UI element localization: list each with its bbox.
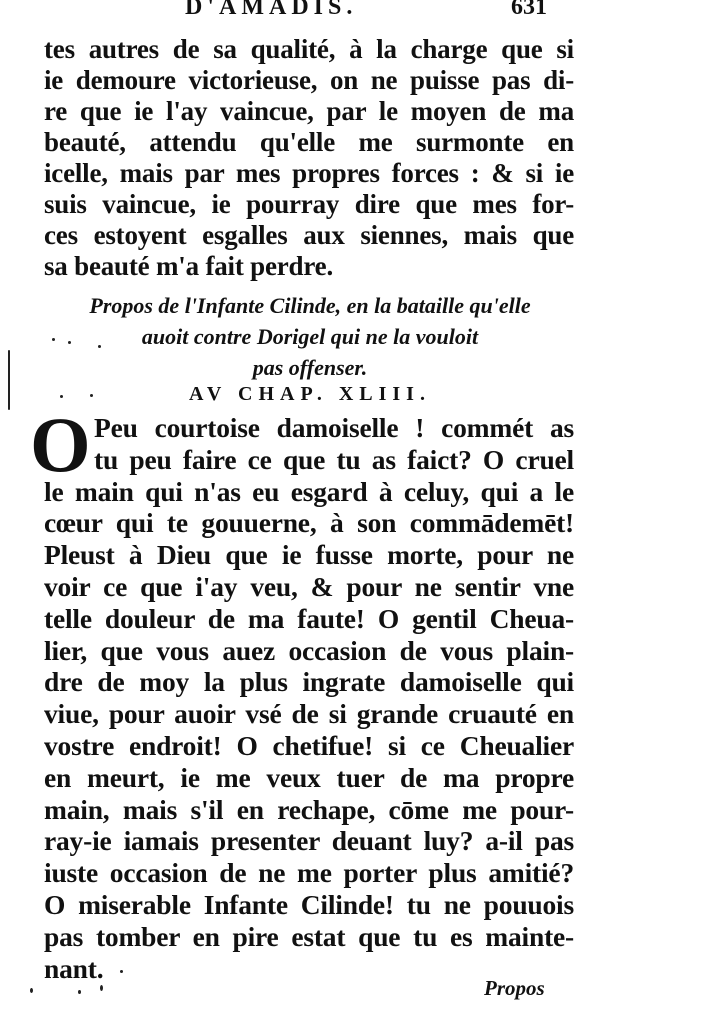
text-line: cœur qui te gouuerne, à son commādemēt! — [44, 507, 574, 539]
heading-line: auoit contre Dorigel qui ne la vouloit — [141, 324, 479, 349]
text-line: re que ie l'ay vaincue, par le moyen de ma — [44, 96, 574, 126]
text-line: telle douleur de ma faute! O gentil Cheua- — [44, 602, 574, 634]
text-line: ie demoure victorieuse, on ne puisse pas di- — [44, 65, 574, 95]
text-line: le main qui n'as eu esgard à celuy, qui a le — [44, 475, 574, 507]
running-head — [185, 0, 585, 24]
ink-speck — [52, 338, 55, 341]
paragraph-2 — [44, 412, 574, 984]
text-line: viue, pour auoir vsé de si grande cruauté en — [44, 698, 574, 730]
section-heading — [30, 290, 590, 383]
ink-speck — [100, 985, 103, 991]
ink-speck — [60, 395, 63, 398]
text-line: sa beauté m'a fait perdre. — [44, 251, 334, 281]
ink-speck — [120, 970, 123, 973]
text-line: ray-ie iamais presenter deuant luy? a-il pas — [44, 825, 574, 857]
ink-speck — [90, 394, 93, 397]
text-line: dre de moy la plus ingrate damoiselle qui — [44, 666, 574, 698]
text-line: main, mais s'il en rechape, cōme me pour- — [44, 793, 574, 825]
ink-speck — [78, 990, 81, 994]
text-line: beauté, attendu qu'elle me surmonte en — [44, 127, 574, 157]
ink-speck — [98, 345, 101, 348]
text-line: iuste occasion de ne me porter plus amitié? — [44, 857, 574, 889]
paragraph-1 — [44, 34, 574, 282]
text-line: vostre endroit! O chetifue! si ce Cheualier — [44, 729, 574, 761]
page-number: 631 — [511, 0, 547, 20]
text-line: Peu courtoise damoiselle ! commét as — [94, 412, 574, 443]
text-line: lier, que vous auez occasion de vous plain- — [44, 634, 574, 666]
catchword: Propos — [484, 976, 545, 1000]
text-line: suis vaincue, ie pourray dire que mes for- — [44, 189, 574, 219]
text-line: tes autres de sa qualité, à la charge que si — [44, 34, 574, 64]
text-line: pas tomber en pire estat que tu es mainte- — [44, 920, 574, 952]
heading-line: Propos de l'Infante Cilinde, en la bataille qu'elle — [89, 293, 531, 318]
text-line: voir ce que i'ay veu, & pour ne sentir vne — [44, 570, 574, 602]
text-line: icelle, mais par mes propres forces : & si ie — [44, 158, 574, 188]
text-line: nant. — [44, 952, 104, 984]
text-line: ces estoyent esgalles aux siennes, mais que — [44, 220, 574, 250]
heading-line: pas offenser. — [252, 355, 368, 380]
running-title: D'AMADIS. — [185, 0, 358, 20]
text-line: O miserable Infante Cilinde! tu ne pouuois — [44, 888, 574, 920]
ink-speck — [8, 350, 10, 410]
text-line: en meurt, ie me veux tuer de ma propre — [44, 761, 574, 793]
text-line: tu peu faire ce que tu as faict? O cruel — [94, 443, 574, 475]
ink-speck — [68, 341, 71, 344]
text-line: Pleust à Dieu que ie fusse morte, pour ne — [44, 539, 574, 571]
ink-speck — [30, 988, 33, 993]
chapter-label: AV CHAP. XLIII. — [189, 383, 431, 405]
drop-cap: O — [30, 401, 91, 488]
